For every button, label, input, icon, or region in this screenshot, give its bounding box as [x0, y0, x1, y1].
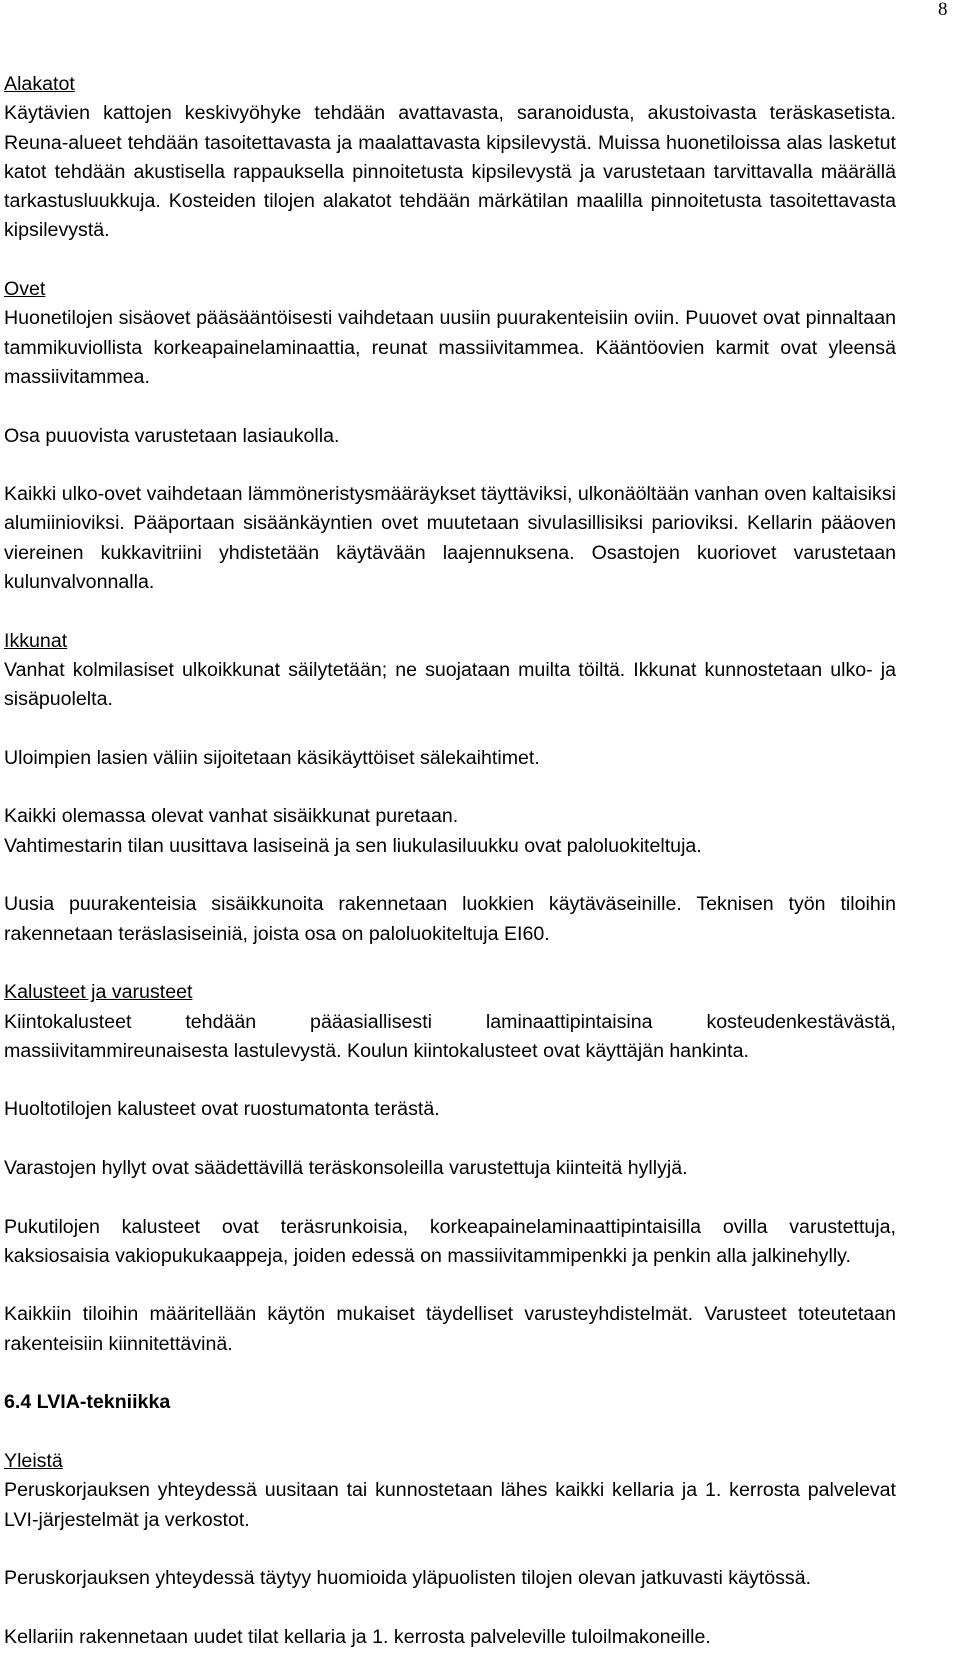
paragraph: Peruskorjauksen yhteydessä uusitaan tai kunnostetaan lähes kaikki kellaria ja 1. kerrosta palvelevat LVI-järjestelmät ja verkostot. — [4, 1479, 896, 1531]
paragraph: Huoltotilojen kalusteet ovat ruostumatonta terästä. — [4, 1098, 440, 1121]
paragraph: Uusia puurakenteisia sisäikkunoita rakennetaan luokkien käytäväseinille. Teknisen työn tiloihin rakennetaan teräslasiseiniä, joista osa on paloluokiteltuja EI60. — [4, 893, 896, 945]
section-heading-ikkunat: Ikkunat — [4, 629, 68, 652]
section-ikkunat — [4, 627, 896, 715]
paragraph-block — [4, 422, 896, 451]
paragraph: Kaikkiin tiloihin määritellään käytön mukaiset täydelliset varusteyhdistelmät. Varusteet toteutetaan rakenteisiin kiinnitettävinä. — [4, 1303, 896, 1355]
paragraph-block — [4, 890, 896, 949]
section-title-lvia: 6.4 LVIA-tekniikka — [4, 1391, 171, 1414]
paragraph: Varastojen hyllyt ovat säädettävillä teräskonsoleilla varustettuja kiinteitä hyllyjä. — [4, 1156, 688, 1179]
document-body — [4, 70, 896, 1652]
paragraph-block — [4, 1095, 896, 1124]
paragraph-block — [4, 1213, 896, 1272]
section-heading-kalusteet: Kalusteet ja varusteet — [4, 981, 193, 1004]
paragraph-block — [4, 1300, 896, 1359]
paragraph: Kaikki olemassa olevat vanhat sisäikkunat puretaan. — [4, 805, 459, 828]
paragraph-block — [4, 1564, 896, 1593]
paragraph-block — [4, 480, 896, 597]
paragraph: Uloimpien lasien väliin sijoitetaan käsikäyttöiset sälekaihtimet. — [4, 746, 540, 769]
paragraph: Osa puuovista varustetaan lasiaukolla. — [4, 424, 340, 447]
section-heading-ovet: Ovet — [4, 278, 46, 301]
paragraph: Huonetilojen sisäovet pääsääntöisesti vaihdetaan uusiin puurakenteisiin oviin. Puuovet ovat pinnaltaan tammikuviollista korkeapainelaminaattia, reunat massiivitammea. Kääntöovien karmit ovat yleensä massiivitammea. — [4, 307, 896, 388]
paragraph: Pukutilojen kalusteet ovat teräsrunkoisia, korkeapainelaminaattipintaisilla ovilla varustettuja, kaksiosaisia vakiopukukaappeja, joiden edessä on massiivitammipenkki ja penkin alla jalkinehylly. — [4, 1215, 896, 1267]
section-kalusteet — [4, 978, 896, 1066]
paragraph-block — [4, 802, 896, 861]
paragraph: Kiintokalusteet tehdään pääasiallisesti laminaattipintaisina kosteudenkestävästä, massiivitammireunaisesta lastulevystä. Koulun kiintokalusteet ovat käyttäjän hankinta. — [4, 1010, 896, 1062]
section-ovet — [4, 275, 896, 392]
paragraph: Vahtimestarin tilan uusittava lasiseinä ja sen liukulasiluukku ovat paloluokiteltuja. — [4, 834, 702, 857]
paragraph-block — [4, 1154, 896, 1183]
page-number: 8 — [938, 0, 948, 20]
paragraph: Vanhat kolmilasiset ulkoikkunat säilytetään; ne suojataan muilta töiltä. Ikkunat kunnostetaan ulko- ja sisäpuolelta. — [4, 658, 896, 711]
section-heading-alakatot: Alakatot — [4, 73, 75, 95]
paragraph: Käytävien kattojen keskivyöhyke tehdään avattavasta, saranoidusta, akustoivasta teräskasetista. Reuna-alueet tehdään tasoitettavasta ja maalattavasta kipsilevystä. Muissa huonetiloissa alas lasketut katot tehdään akustisella rappauksella pinnoitetusta kipsilevystä ja varustetaan tarvittavalla määrällä tarkastusluukkuja. Kosteiden tilojen alakatot tehdään märkätilan maalilla pinnoitetusta tasoitettavasta kipsilevystä. — [4, 102, 896, 242]
paragraph-block — [4, 1623, 896, 1652]
section-heading-yleista: Yleistä — [4, 1449, 63, 1472]
paragraph: Kellariin rakennetaan uudet tilat kellaria ja 1. kerrosta palveleville tuloilmakoneille. — [4, 1625, 711, 1648]
paragraph-block — [4, 744, 896, 773]
section-yleista — [4, 1447, 896, 1535]
section-alakatot — [4, 70, 896, 246]
paragraph: Kaikki ulko-ovet vaihdetaan lämmöneristysmääräykset täyttäviksi, ulkonäöltään vanhan oven kaltaisiksi alumiinioviksi. Pääportaan sisäänkäyntien ovet muutetaan sivulasillisiksi parioviksi. Kellarin pääoven viereinen kukkavitriini yhdistetään käytävään laajennuksena. Osastojen kuoriovet varustetaan kulunvalvonnalla. — [4, 483, 896, 594]
paragraph: Peruskorjauksen yhteydessä täytyy huomioida yläpuolisten tilojen olevan jatkuvasti käytössä. — [4, 1567, 812, 1590]
